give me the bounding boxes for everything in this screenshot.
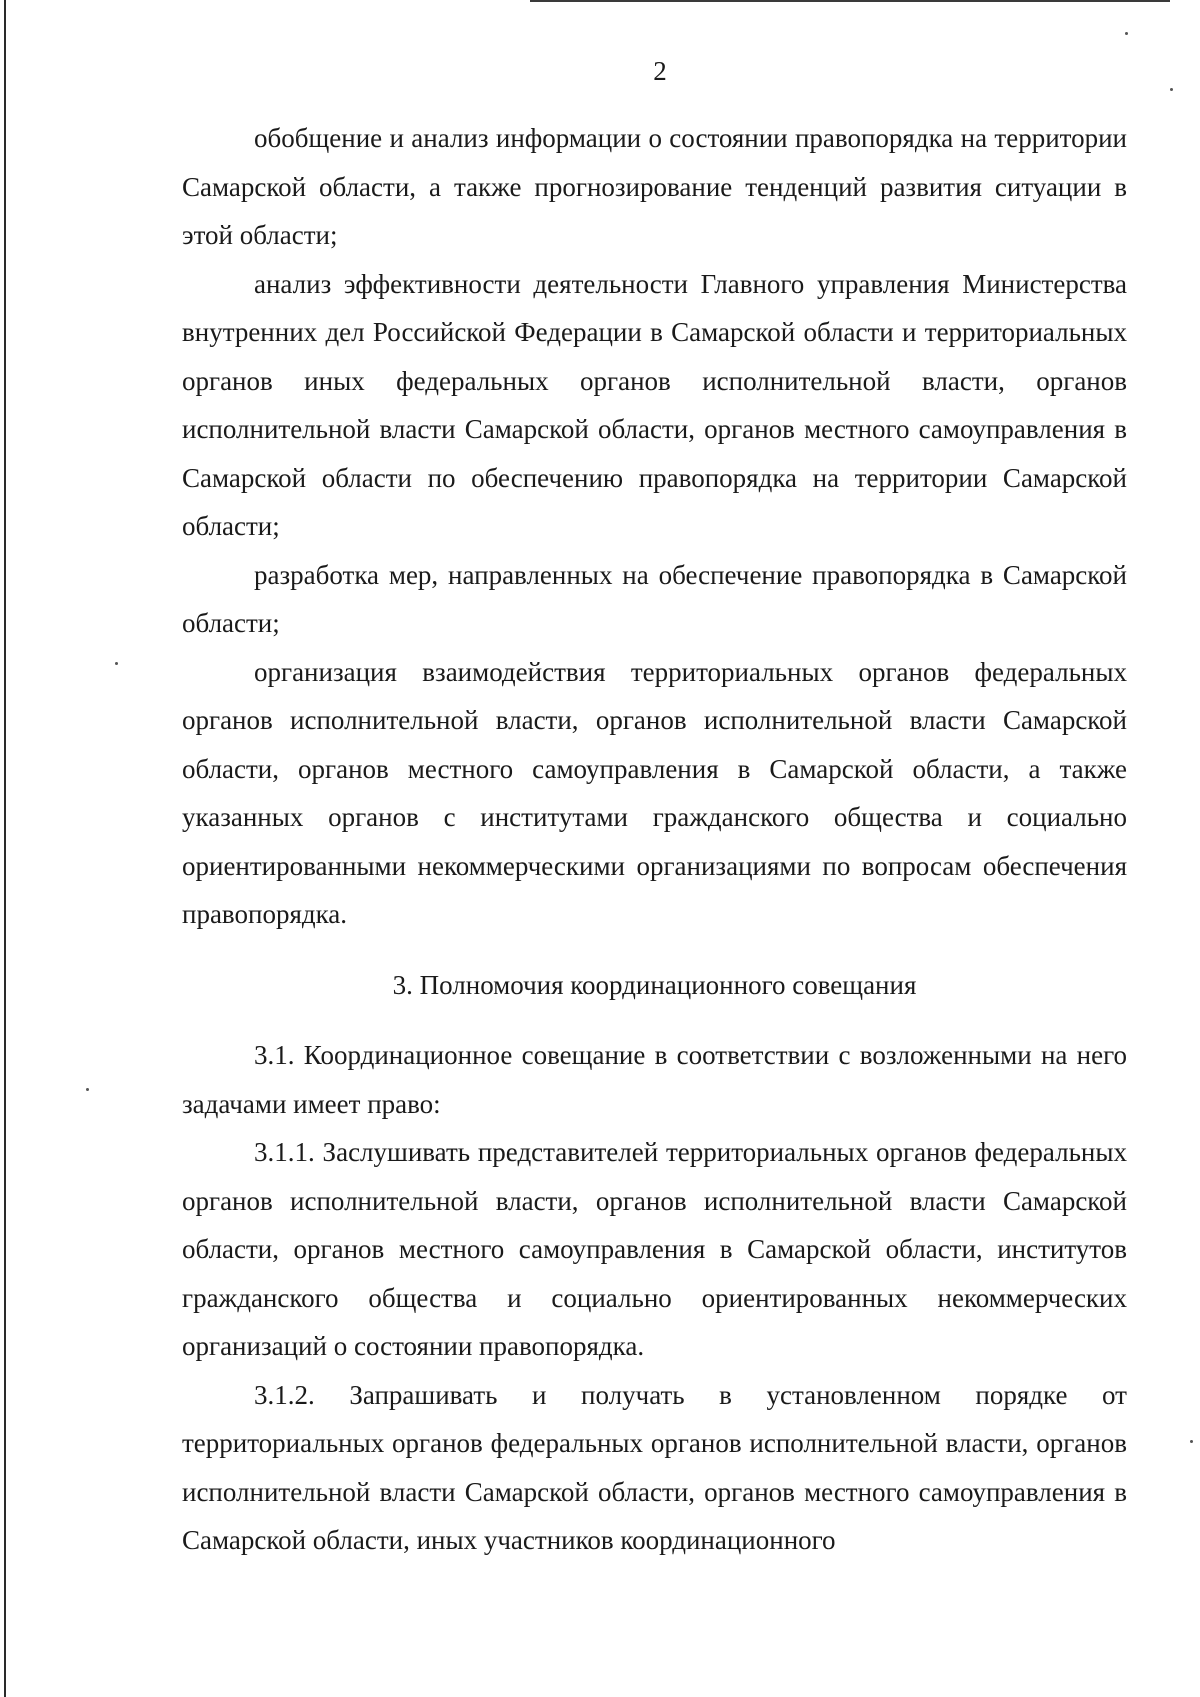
page-number: 2 bbox=[653, 56, 667, 86]
paragraph: 3.1. Координационное совещание в соответствии с возложенными на него задачами имеет право: bbox=[182, 1040, 1127, 1119]
scan-speck bbox=[115, 662, 118, 665]
scan-speck bbox=[1170, 88, 1173, 91]
paragraph: обобщение и анализ информации о состоянии правопорядка на территории Самарской области, а также прогнозирование тенденций развития ситуации в этой области; bbox=[182, 123, 1127, 250]
section-heading: 3. Полномочия координационного совещания bbox=[392, 969, 917, 1000]
scan-speck bbox=[86, 1088, 89, 1091]
paragraph: разработка мер, направленных на обеспечение правопорядка в Самарской области; bbox=[182, 559, 1127, 638]
scan-speck bbox=[1125, 32, 1128, 35]
document-body bbox=[182, 114, 1127, 1565]
paragraph: анализ эффективности деятельности Главного управления Министерства внутренних дел Российской Федерации в Самарской области и территориальных органов иных федеральных органов исполнительной власти, органов исполнительной власти Самарской области, органов местного самоуправления в Самарской области по обеспечению правопорядка на территории Самарской области; bbox=[182, 268, 1127, 541]
paragraph: организация взаимодействия территориальных органов федеральных органов исполнительной власти, органов исполнительной власти Самарской области, органов местного самоуправления в Самарской области, а также указанных органов с институтами гражданского общества и социально ориентированными некоммерческими организациями по вопросам обеспечения правопорядка. bbox=[182, 656, 1127, 929]
scan-top-border bbox=[530, 0, 1170, 2]
paragraph: 3.1.2. Запрашивать и получать в установленном порядке от территориальных органов федеральных органов исполнительной власти, органов исполнительной власти Самарской области, органов местного самоуправления в Самарской области, иных участников координационного bbox=[182, 1379, 1127, 1555]
scan-left-border bbox=[4, 0, 6, 1697]
scan-speck bbox=[1190, 1440, 1193, 1443]
paragraph: 3.1.1. Заслушивать представителей территориальных органов федеральных органов исполнительной власти, органов исполнительной власти Самарской области, органов местного самоуправления в Самарской области, институтов гражданского общества и социально ориентированных некоммерческих организаций о состоянии правопорядка. bbox=[182, 1137, 1127, 1361]
